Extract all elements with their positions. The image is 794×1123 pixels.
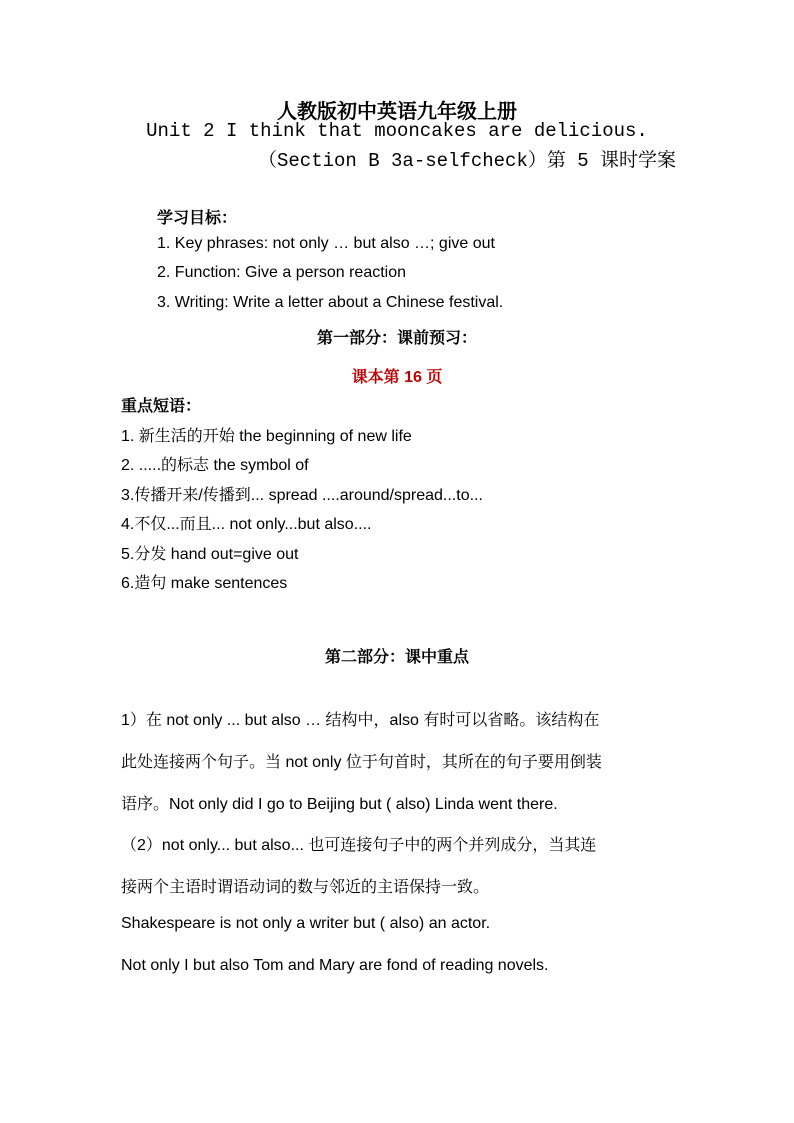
section-subtitle: （Section B 3a-selfcheck）第 5 课时学案 — [258, 150, 677, 172]
document-title: 人教版初中英语九年级上册 — [277, 99, 517, 123]
phrase-item: 4.不仅...而且... not only...but also.... — [121, 516, 372, 533]
key-phrases-heading: 重点短语： — [121, 398, 202, 415]
phrase-item: 1. 新生活的开始 the beginning of new life — [121, 428, 412, 445]
body-line: 接两个主语时谓语动词的数与邻近的主语保持一致。 — [121, 879, 490, 896]
objective-item: 1. Key phrases: not only … but also …; give out — [157, 235, 495, 252]
phrase-item: 6.造句 make sentences — [121, 575, 288, 592]
body-line: （2）not only... but also... 也可连接句子中的两个并列成分，当其连 — [121, 837, 597, 854]
part2-heading: 第二部分：课中重点 — [324, 649, 469, 666]
unit-title: Unit 2 I think that mooncakes are delicious. — [146, 120, 648, 142]
example-sentence: Shakespeare is not only a writer but ( also) an actor. — [121, 915, 491, 932]
body-line: 1）在 not only ... but also … 结构中，also 有时可以省略。该结构在 — [121, 712, 600, 729]
objectives-heading: 学习目标： — [157, 210, 238, 227]
phrase-item: 3.传播开来/传播到... spread ....around/spread...to... — [121, 487, 483, 504]
textbook-page-reference: 课本第 16 页 — [351, 369, 443, 386]
body-line: 此处连接两个句子。当 not only 位于句首时，其所在的句子要用倒装 — [121, 754, 602, 771]
phrase-item: 2. .....的标志 the symbol of — [121, 457, 309, 474]
example-sentence: 语序。Not only did I go to Beijing but ( also) Linda went there. — [121, 796, 558, 813]
part1-heading: 第一部分：课前预习： — [316, 330, 477, 347]
objective-item: 3. Writing: Write a letter about a Chinese festival. — [157, 294, 504, 311]
objective-item: 2. Function: Give a person reaction — [157, 264, 407, 281]
phrase-item: 5.分发 hand out=give out — [121, 546, 299, 563]
example-sentence: Not only I but also Tom and Mary are fond of reading novels. — [121, 957, 549, 974]
